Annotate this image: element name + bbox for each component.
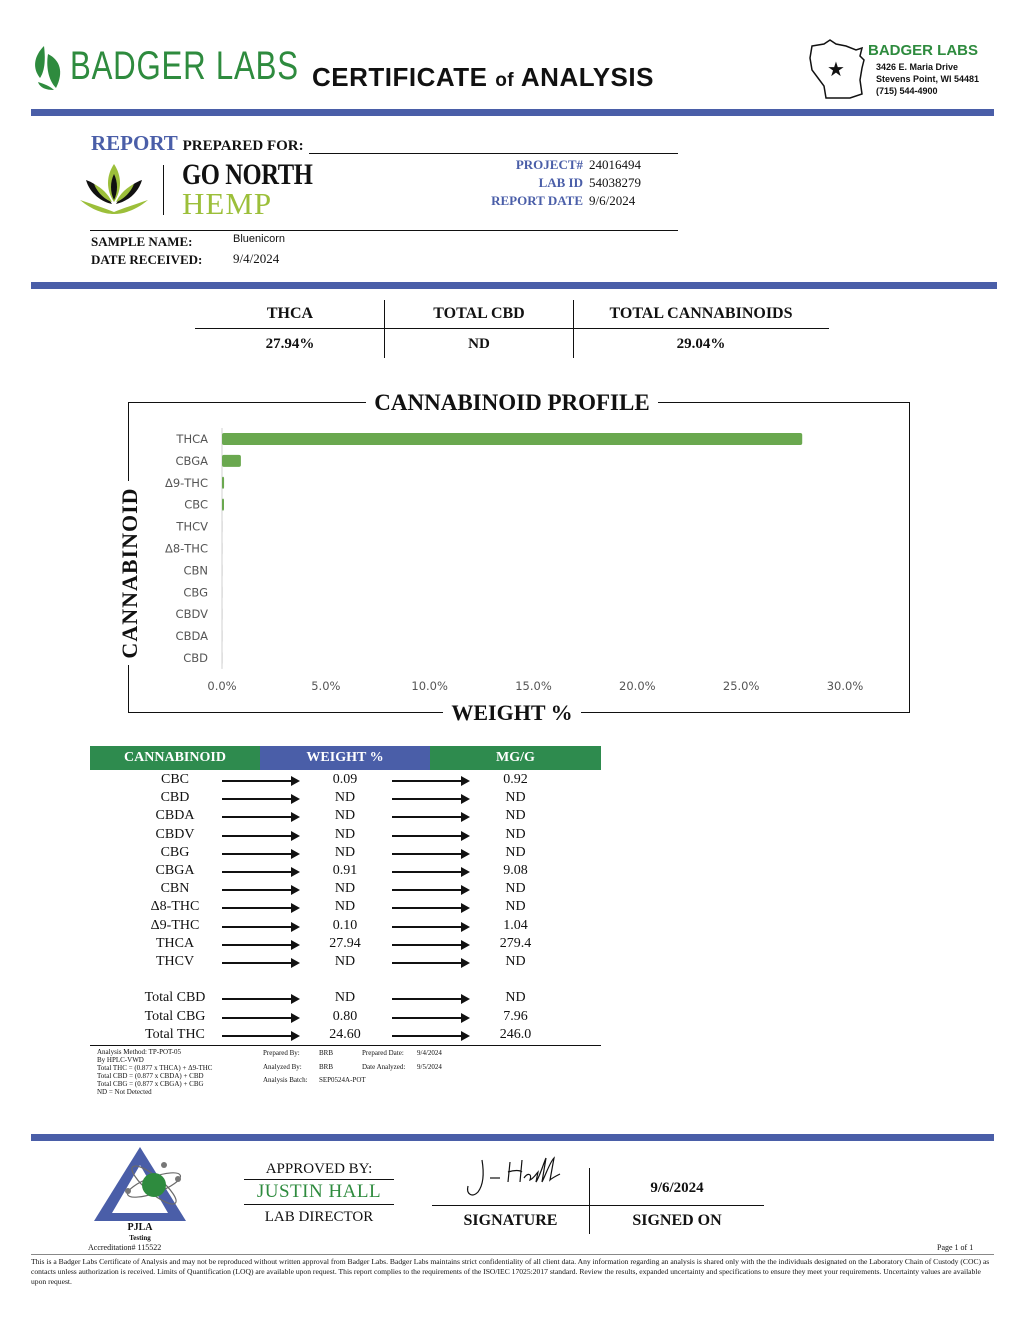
table-header-cannabinoid: CANNABINOID xyxy=(90,746,260,770)
date-received-value: 9/4/2024 xyxy=(233,251,280,266)
table-row xyxy=(90,1027,601,1045)
director-name: JUSTIN HALL xyxy=(256,1181,382,1202)
table-row xyxy=(90,1009,601,1027)
mg-per-g: 9.08 xyxy=(503,863,528,878)
chart-x-tick-label: 25.0% xyxy=(722,679,760,693)
svg-text:★: ★ xyxy=(827,57,845,81)
table-header-mgg: MG/G xyxy=(430,746,601,770)
mg-per-g: 1.04 xyxy=(503,917,528,933)
address-line2: Stevens Point, WI 54481 xyxy=(876,74,980,84)
chart-y-tick-label: CBG xyxy=(183,585,208,600)
signed-date: 9/6/2024 xyxy=(650,1180,704,1196)
cannabinoid-name: CBD xyxy=(160,790,190,806)
chart-title: CANNABINOID PROFILE xyxy=(0,390,1024,416)
chart-y-tick-label: CBD xyxy=(183,650,208,665)
chart-bar xyxy=(222,652,223,664)
table-header-weight: WEIGHT % xyxy=(260,746,430,770)
chart-bar xyxy=(222,564,223,576)
labid-label: LAB ID xyxy=(538,175,583,190)
chart-x-tick-label: 0.0% xyxy=(207,679,237,693)
cannabinoid-name: Total THC xyxy=(145,1027,205,1042)
date-analyzed-value: 9/5/2024 xyxy=(417,1063,442,1071)
chart-bar xyxy=(222,542,223,554)
labid-value: 54038279 xyxy=(589,175,641,190)
page-number: Page 1 of 1 xyxy=(937,1243,974,1252)
document-title: CERTIFICATE of ANALYSIS xyxy=(312,62,654,92)
weight-percent: 0.09 xyxy=(332,772,358,787)
prepared-by-label: Prepared By: xyxy=(263,1049,300,1057)
mg-per-g: ND xyxy=(505,808,526,824)
mg-per-g: ND xyxy=(505,844,526,860)
chart-bar xyxy=(222,499,224,511)
weight-percent: ND xyxy=(334,954,356,969)
table-row xyxy=(90,790,601,808)
chart-y-tick-label: Δ8-THC xyxy=(164,541,208,556)
weight-percent: ND xyxy=(334,808,356,824)
chart-bar xyxy=(222,477,224,489)
table-row xyxy=(90,954,601,972)
table-bottom-rule xyxy=(90,1045,601,1046)
weight-percent: 27.94 xyxy=(329,935,361,951)
mg-per-g: ND xyxy=(505,990,526,1005)
chart-y-tick-label: CBDV xyxy=(175,607,208,622)
mg-per-g: 7.96 xyxy=(503,1008,528,1024)
chart-x-tick-label: 30.0% xyxy=(826,679,864,693)
mg-per-g: ND xyxy=(505,826,526,842)
pjla-testing-label: Testing xyxy=(129,1234,151,1242)
client-name-line1: GO NORTH xyxy=(182,158,313,191)
chart-y-tick-label: THCA xyxy=(176,431,208,446)
cannabinoid-name: CBDV xyxy=(155,826,195,842)
chart-y-tick-label: THCV xyxy=(176,519,208,534)
summary-total-cbd-value: ND xyxy=(468,336,490,352)
table-row xyxy=(90,772,601,790)
director-underline xyxy=(244,1204,394,1205)
date-analyzed-label: Date Analyzed: xyxy=(362,1063,406,1071)
weight-percent: ND xyxy=(334,826,356,842)
analyzed-by-label: Analyzed By: xyxy=(263,1063,302,1071)
chart-y-tick-label: CBC xyxy=(184,497,208,512)
method-note: Total THC = (0.877 x THCA) + Δ9-THC xyxy=(97,1064,213,1072)
table-row xyxy=(90,827,601,845)
summary-total-cbd-header: TOTAL CBD xyxy=(433,305,525,322)
summary-total-cannabinoids-value: 29.04% xyxy=(676,336,726,352)
chart-x-label: WEIGHT % xyxy=(0,700,1024,726)
mg-per-g: ND xyxy=(505,881,526,897)
brand-name: BADGER LABS xyxy=(70,44,299,88)
legal-disclaimer: This is a Badger Labs Certificate of Analysis and may not be reproduced without written approval from Badger Labs. Badger Labs maintains strict confidentiality of all client data. Any information regarding an analysis is shared only with the the individuals designated on the Laboratory Chain of Custody (COC) as contacts unless authorization is received. Limits of Quantification (LOQ) are available upon request. This report complies to the requirements of the ISO/IEC 17025:2017 standard. Review the results, expanded uncertainty and specifications to ensure they meet your requirements. Uncertainty values are available upon request. xyxy=(31,1257,990,1286)
signature-label: SIGNATURE xyxy=(463,1212,558,1229)
table-row xyxy=(90,918,601,936)
weight-percent: ND xyxy=(334,881,356,897)
cannabinoid-name: CBDA xyxy=(155,808,195,824)
summary-thca-value: 27.94% xyxy=(265,336,315,352)
mg-per-g: ND xyxy=(505,790,526,806)
date-received-label: DATE RECEIVED: xyxy=(91,252,203,267)
client-name-line2: HEMP xyxy=(182,186,273,221)
cannabinoid-name: Δ8-THC xyxy=(150,899,200,915)
lab-phone: (715) 544-4900 xyxy=(876,86,938,96)
cannabinoid-name: CBG xyxy=(160,844,190,860)
mg-per-g: 246.0 xyxy=(499,1027,532,1042)
analyzed-by-value: BRB xyxy=(319,1063,334,1071)
table-row xyxy=(90,936,601,954)
table-row xyxy=(90,845,601,863)
signature-separator xyxy=(589,1168,590,1234)
pjla-label: PJLA xyxy=(127,1222,153,1233)
footer-divider xyxy=(31,1134,994,1141)
analysis-batch-value: SEP0524A-POT xyxy=(319,1076,366,1084)
chart-y-tick-label: CBN xyxy=(183,563,208,578)
chart-x-tick-label: 10.0% xyxy=(411,679,448,693)
prepared-by-value: BRB xyxy=(319,1049,334,1057)
sample-name-value: Bluenicorn xyxy=(233,233,285,245)
cannabinoid-name: THCA xyxy=(155,935,195,951)
weight-percent: 0.10 xyxy=(332,917,358,933)
cannabinoid-name: CBC xyxy=(160,772,189,787)
signature-line xyxy=(432,1205,764,1206)
chart-x-tick-label: 20.0% xyxy=(619,679,656,693)
table-row xyxy=(90,881,601,899)
chart-x-tick-label: 5.0% xyxy=(311,679,341,693)
cannabinoid-name: THCV xyxy=(155,954,195,969)
weight-percent: ND xyxy=(334,844,356,860)
table-row xyxy=(90,808,601,826)
chart-y-tick-label: Δ9-THC xyxy=(164,475,208,490)
chart-bar xyxy=(222,586,223,598)
method-note: Total CBD = (0.877 x CBDA) + CBD xyxy=(97,1072,204,1080)
cannabinoid-name: Total CBD xyxy=(144,990,206,1005)
chart-y-tick-label: CBGA xyxy=(175,453,208,468)
project-value: 24016494 xyxy=(589,157,641,172)
report-label: REPORT PREPARED FOR: xyxy=(91,131,304,155)
chart-bar xyxy=(222,433,802,445)
cannabinoid-name: CBGA xyxy=(155,863,195,878)
method-note: ND = Not Detected xyxy=(97,1088,152,1096)
summary-total-cannabinoids-header: TOTAL CANNABINOIDS xyxy=(609,305,793,322)
table-row xyxy=(90,899,601,917)
cannabinoid-name: Total CBG xyxy=(144,1008,206,1024)
chart-bar xyxy=(222,608,223,620)
weight-percent: 0.80 xyxy=(332,1008,358,1024)
weight-percent: ND xyxy=(334,990,356,1005)
mg-per-g: ND xyxy=(505,954,526,969)
approved-by-label: APPROVED BY: xyxy=(265,1161,373,1177)
handwritten-signature-icon xyxy=(462,1152,574,1208)
mg-per-g: ND xyxy=(505,899,526,915)
cannabinoid-name: Δ9-THC xyxy=(150,917,200,933)
method-note: Total CBG = (0.877 x CBGA) + CBG xyxy=(97,1080,204,1088)
summary-thca-header: THCA xyxy=(266,305,314,322)
table-row xyxy=(90,990,601,1008)
weight-percent: 0.91 xyxy=(332,863,358,878)
mg-per-g: 0.92 xyxy=(503,772,528,787)
weight-percent: ND xyxy=(334,899,356,915)
report-date-value: 9/6/2024 xyxy=(589,193,636,208)
chart-bar xyxy=(222,630,223,642)
weight-percent: 24.60 xyxy=(329,1027,361,1042)
approved-underline xyxy=(244,1179,394,1180)
prepared-date-label: Prepared Date: xyxy=(362,1049,404,1057)
address-line1: 3426 E. Maria Drive xyxy=(876,62,959,72)
method-note: By HPLC-VWD xyxy=(97,1056,144,1064)
disclaimer-rule xyxy=(31,1254,994,1255)
chart-y-tick-label: CBDA xyxy=(175,629,208,644)
method-note: Analysis Method: TP-POT-05 xyxy=(97,1048,182,1056)
signed-on-label: SIGNED ON xyxy=(632,1212,722,1229)
lab-name: BADGER LABS xyxy=(868,42,979,59)
chart-bar xyxy=(222,455,241,467)
project-label: PROJECT# xyxy=(515,157,583,172)
table-row xyxy=(90,863,601,881)
chart-x-tick-label: 15.0% xyxy=(515,679,552,693)
director-title: LAB DIRECTOR xyxy=(264,1209,374,1225)
weight-percent: ND xyxy=(334,790,356,806)
cannabinoid-name: CBN xyxy=(160,881,190,897)
mg-per-g: 279.4 xyxy=(499,935,532,951)
method-notes xyxy=(97,1048,212,1096)
sample-name-label: SAMPLE NAME: xyxy=(91,234,193,249)
analysis-batch-label: Analysis Batch: xyxy=(263,1076,308,1084)
pjla-accreditation-logo-icon xyxy=(92,1143,188,1225)
chart-bar xyxy=(222,521,223,533)
report-date-label: REPORT DATE xyxy=(491,193,583,208)
accreditation-number: Accreditation# 115522 xyxy=(88,1243,162,1252)
prepared-date-value: 9/4/2024 xyxy=(417,1049,442,1057)
chart-y-label: CANNABINOID xyxy=(117,473,143,673)
